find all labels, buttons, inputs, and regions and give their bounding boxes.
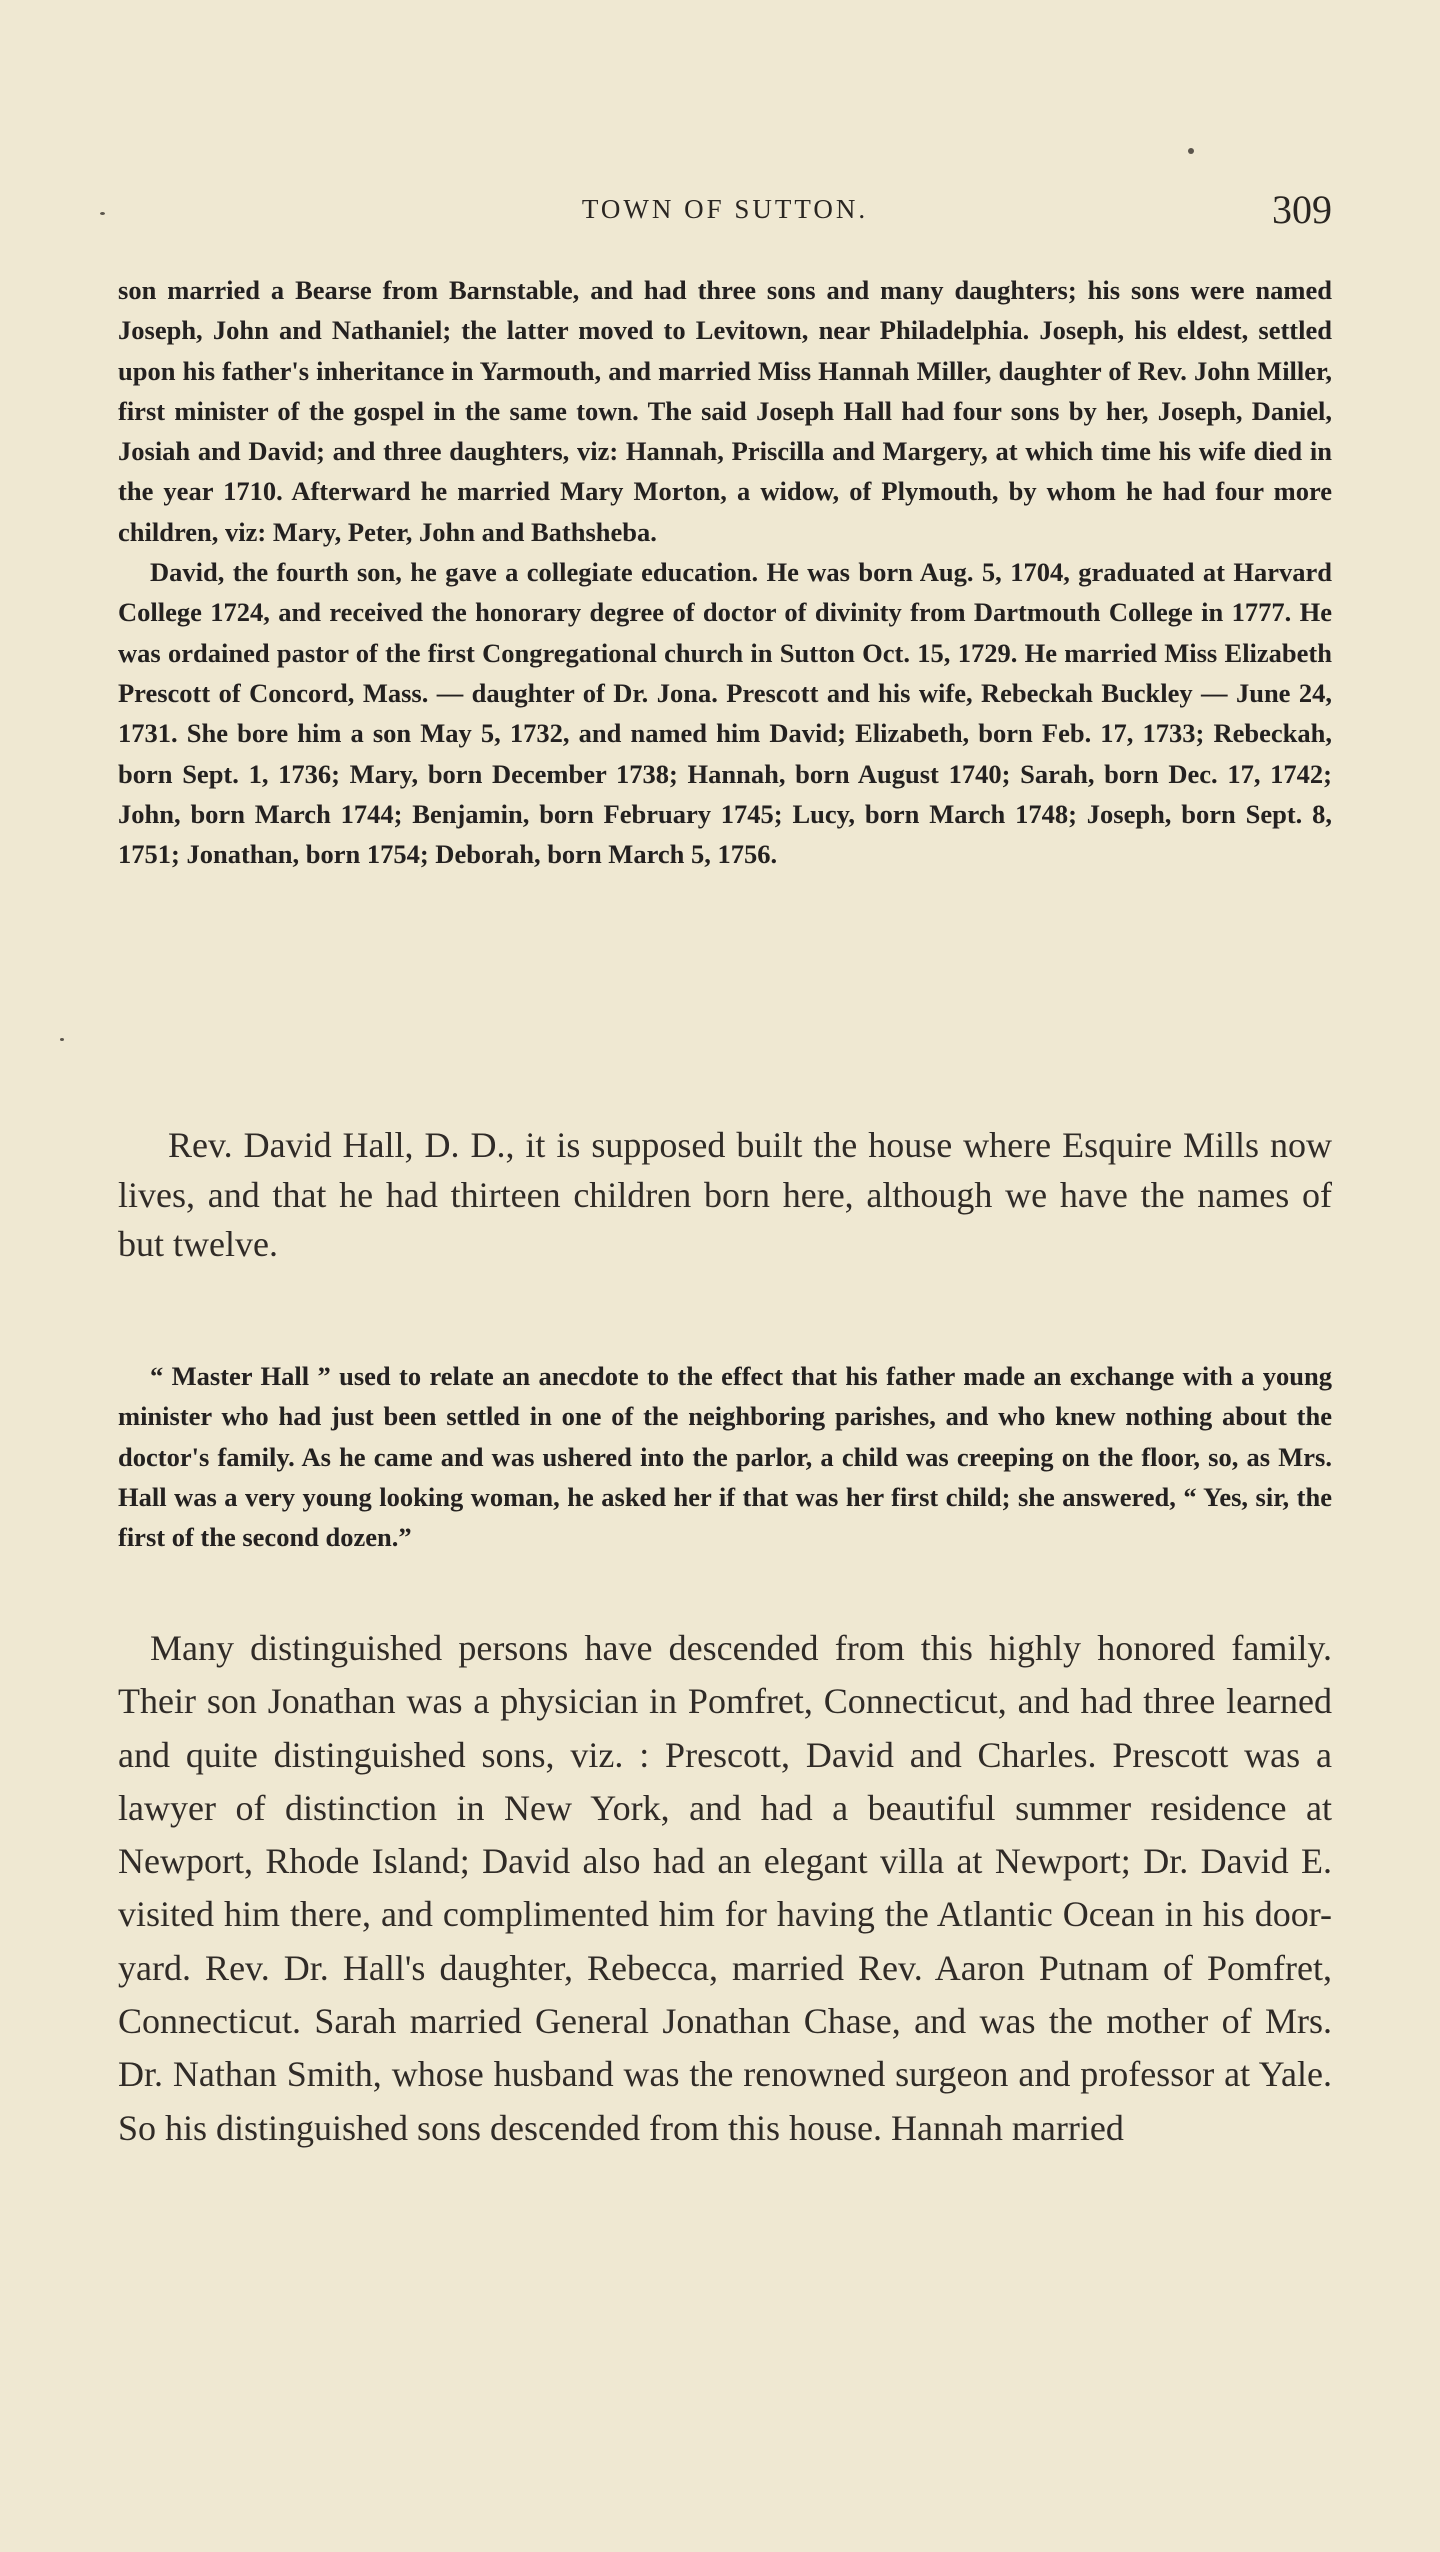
page-header [118,186,1332,238]
running-title: TOWN OF SUTTON. [581,194,869,224]
anecdote-paragraph [118,1356,1332,1557]
paragraph-text: Rev. David Hall, D. D., it is supposed built the house where Esquire Mills now lives, and that he had thirteen children born here, although we have the names of but twelve. [118,1125,1332,1264]
body-paragraph [118,1622,1332,2155]
ink-speck [60,1038,64,1041]
page-number: 309 [1272,187,1332,232]
body-paragraph [118,1121,1332,1270]
genealogy-paragraph [118,270,1332,874]
paragraph-text: son married a Bearse from Barnstable, and had three sons and many daughters; his sons were named Joseph, John and Nathaniel; the latter moved to Levitown, near Philadelphia. Joseph, his eldest, settled upon his father's inheritance in Yarmouth, and married Miss Hannah Miller, daughter of Rev. John Miller, first minister of the gospel in the same town. The said Joseph Hall had four sons by her, Joseph, Daniel, Josiah and David; and three daughters, viz: Hannah, Priscilla and Margery, at which time his wife died in the year 1710. Afterward he married Mary Morton, a widow, of Plymouth, by whom he had four more children, viz: Mary, Peter, John and Bathsheba. [118,275,1332,547]
ink-speck [1188,148,1194,154]
paragraph-text: “ Master Hall ” used to relate an anecdote to the effect that his father made an exchange with a young minister who had just been settled in one of the neighboring parishes, and who knew nothing about the doctor's family. As he came and was ushered into the parlor, a child was creeping on the floor, so, as Mrs. Hall was a very young looking woman, he asked her if that was her first child; she answered, “ Yes, sir, the first of the second dozen.” [118,1361,1332,1553]
paragraph-text: David, the fourth son, he gave a collegiate education. He was born Aug. 5, 1704, graduated at Harvard College 1724, and received the honorary degree of doctor of divinity from Dartmouth College in 1777. He was ordained pastor of the first Congregational church in Sutton Oct. 15, 1729. He married Miss Elizabeth Prescott of Concord, Mass. — daughter of Dr. Jona. Prescott and his wife, Rebeckah Buckley — June 24, 1731. She bore him a son May 5, 1732, and named him David; Elizabeth, born Feb. 17, 1733; Rebeckah, born Sept. 1, 1736; Mary, born December 1738; Hannah, born August 1740; Sarah, born Dec. 17, 1742; John, born March 1744; Benjamin, born February 1745; Lucy, born March 1748; Joseph, born Sept. 8, 1751; Jonathan, born 1754; Deborah, born March 5, 1756. [118,557,1332,870]
ink-speck [100,212,105,215]
paragraph-text: Many distinguished persons have descended from this highly honored family. Their son Jonathan was a physician in Pomfret, Connecticut, and had three learned and quite distinguished sons, viz. : Prescott, David and Charles. Prescott was a lawyer of distinction in New York, and had a beautiful summer residence at Newport, Rhode Island; David also had an elegant villa at Newport; Dr. David E. visited him there, and complimented him for having the Atlantic Ocean in his door-yard. Rev. Dr. Hall's daughter, Rebecca, married Rev. Aaron Putnam of Pomfret, Connecticut. Sarah married General Jonathan Chase, and was the mother of Mrs. Dr. Nathan Smith, whose husband was the renowned surgeon and professor at Yale. So his distinguished sons descended from this house. Hannah married [118,1628,1332,2148]
